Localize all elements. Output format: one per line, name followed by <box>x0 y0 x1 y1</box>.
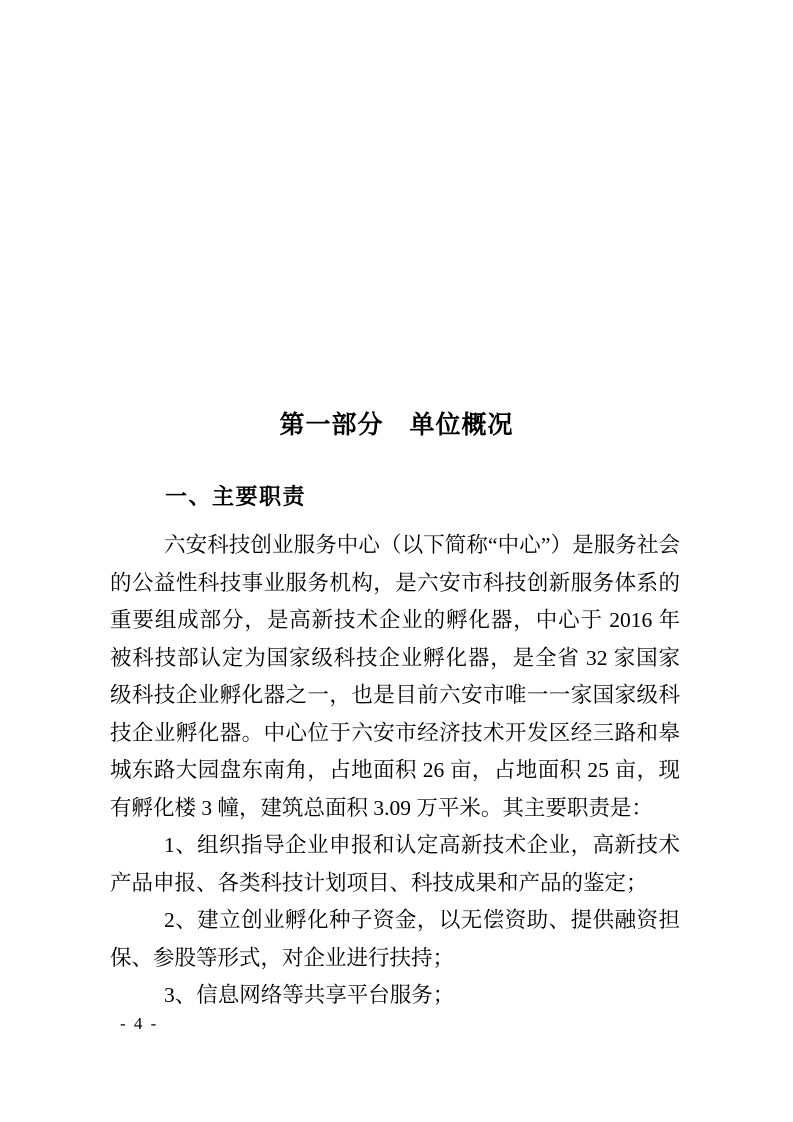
section-heading: 一、主要职责 <box>165 484 307 509</box>
body-line: 级科技企业孵化器之一，也是目前六安市唯一一家国家级科 <box>110 683 680 707</box>
document-title: 第一部分 单位概况 <box>279 411 514 439</box>
body-line: 1、组织指导企业申报和认定高新技术企业，高新技术 <box>164 833 680 857</box>
body-line: 技企业孵化器。中心位于六安市经济技术开发区经三路和皋 <box>110 720 680 745</box>
body-line: 保、参股等形式，对企业进行扶持； <box>110 945 455 970</box>
body-line: 3、信息网络等共享平台服务； <box>164 983 455 1007</box>
body-line: 2、建立创业孵化种子资金，以无偿资助、提供融资担 <box>164 908 680 932</box>
body-line: 有孵化楼 3 幢，建筑总面积 3.09 万平米。其主要职责是： <box>110 795 653 820</box>
body-line: 城东路大园盘东南角，占地面积 26 亩，占地面积 25 亩，现 <box>110 758 680 782</box>
body-line: 重要组成部分，是高新技术企业的孵化器，中心于 2016 年 <box>110 608 680 632</box>
page-number: - 4 - <box>120 1014 159 1033</box>
body-line: 的公益性科技事业服务机构，是六安市科技创新服务体系的 <box>110 570 680 595</box>
body-line: 被科技部认定为国家级科技企业孵化器，是全省 32 家国家 <box>110 645 680 670</box>
body-line: 产品申报、各类科技计划项目、科技成果和产品的鉴定； <box>110 870 648 895</box>
body-line: 六安科技创业服务中心（以下简称“中心”）是服务社会 <box>164 533 680 557</box>
document-body <box>110 527 680 1015</box>
